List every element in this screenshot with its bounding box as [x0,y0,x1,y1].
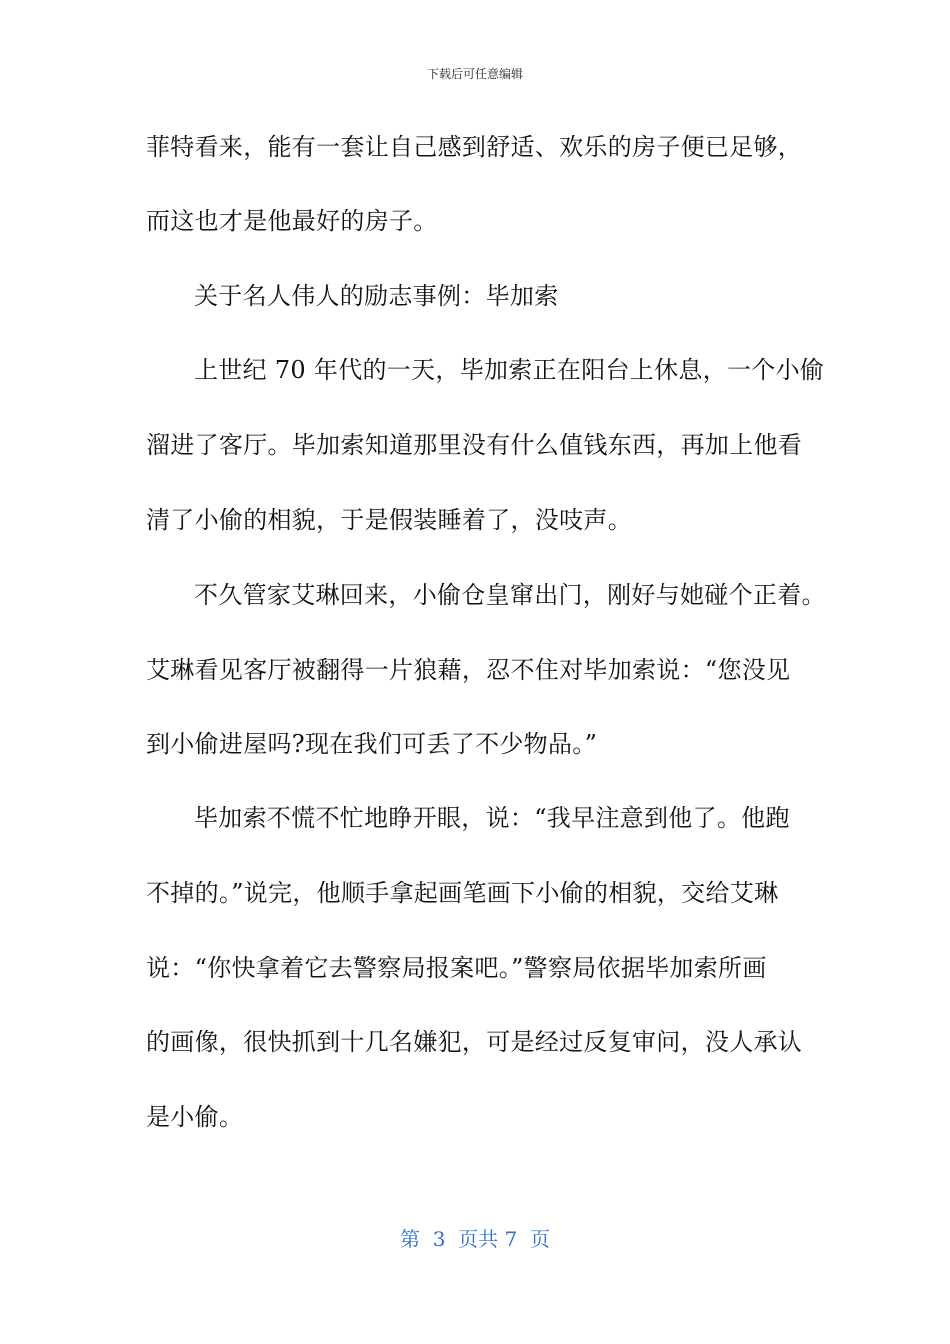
text-line: 溜进了客厅。毕加索知道那里没有什么值钱东西，再加上他看 [146,431,803,459]
text-line: 清了小偷的相貌，于是假装睡着了，没吱声。 [146,506,632,534]
text-line: 的画像，很快抓到十几名嫌犯，可是经过反复审问，没人承认 [146,1028,803,1056]
text-line: 是小偷。 [146,1103,244,1131]
text-line: 关于名人伟人的励志事例：毕加索 [194,282,559,310]
page-header: 下载后可任意编辑 [426,67,523,81]
text-line: 不久管家艾琳回来，小偷仓皇窜出门，刚好与她碰个正着。 [194,581,826,609]
text-line: 菲特看来，能有一套让自己感到舒适、欢乐的房子便已足够， [146,133,803,161]
page-number-footer: 第 3 页共 7 页 [400,1227,550,1251]
text-line: 艾琳看见客厅被翻得一片狼藉，忍不住对毕加索说：“您没见 [146,656,791,684]
text-line: 而这也才是他最好的房子。 [146,207,438,235]
text-line: 毕加索不慌不忙地睁开眼，说：“我早注意到他了。他跑 [194,804,790,832]
text-line: 到小偷进屋吗?现在我们可丢了不少物品。” [146,730,598,758]
text-line: 不掉的。”说完，他顺手拿起画笔画下小偷的相貌，交给艾琳 [146,879,779,907]
text-line: 上世纪 70 年代的一天，毕加索正在阳台上休息，一个小偷 [194,356,825,384]
text-line: 说：“你快拿着它去警察局报案吧。”警察局依据毕加索所画 [146,954,767,982]
